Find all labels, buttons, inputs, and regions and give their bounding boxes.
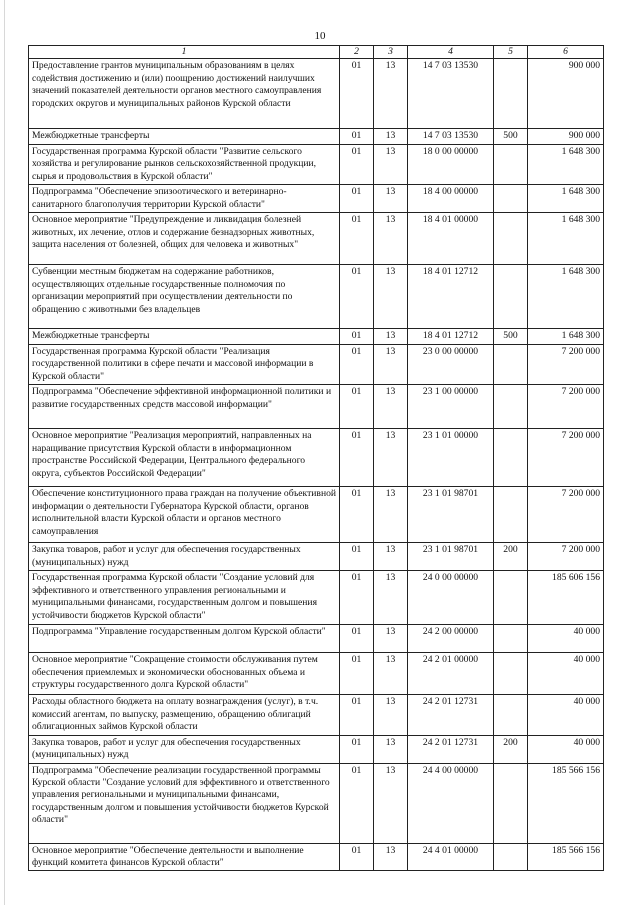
subsection-code-cell: 13 [374,385,408,429]
column-header: 1 [29,46,340,59]
target-article-cell: 18 0 00 00000 [408,144,494,184]
target-article-cell: 24 4 01 00000 [408,843,494,871]
target-article-cell: 23 1 01 98701 [408,543,494,571]
expense-type-cell [494,625,528,653]
item-name-cell: Закупка товаров, работ и услуг для обеспечения государственных (муниципальных) нужд [29,543,340,571]
amount-cell: 7 200 000 [528,487,604,543]
expense-type-cell [494,429,528,487]
item-name-cell: Межбюджетные трансферты [29,329,340,344]
target-article-cell: 23 0 00 00000 [408,344,494,384]
amount-cell: 185 566 156 [528,843,604,871]
item-name-cell: Предоставление грантов муниципальным образованиям в целях содействия достижению и (или) поощрению достижений наилучших значений показателей деятельности органов местного самоуправления городских округов и муниципальных районов Курской области [29,59,340,129]
item-name-cell: Расходы областного бюджета на оплату вознаграждения (услуг), в т.ч. комиссий агентам, по выпуску, размещению, обращению облигаций облигационных займов Курской области [29,695,340,735]
amount-cell: 40 000 [528,653,604,695]
section-code-cell: 01 [340,763,374,843]
subsection-code-cell: 13 [374,144,408,184]
item-name-cell: Подпрограмма "Обеспечение эпизоотического и ветеринарно-санитарного благополучия территории Курской области" [29,185,340,213]
table-row [29,429,604,487]
target-article-cell: 18 4 00 00000 [408,185,494,213]
amount-cell: 40 000 [528,695,604,735]
table-row [29,329,604,344]
expense-type-cell [494,487,528,543]
section-code-cell: 01 [340,429,374,487]
amount-cell: 185 566 156 [528,763,604,843]
amount-cell: 1 648 300 [528,265,604,329]
subsection-code-cell: 13 [374,571,408,625]
amount-cell: 7 200 000 [528,344,604,384]
table-row [29,185,604,213]
target-article-cell: 18 4 01 12712 [408,329,494,344]
target-article-cell: 14 7 03 13530 [408,129,494,144]
amount-cell: 40 000 [528,735,604,763]
expense-type-cell: 500 [494,329,528,344]
subsection-code-cell: 13 [374,653,408,695]
item-name-cell: Основное мероприятие "Реализация мероприятий, направленных на наращивание присутствия Курской области в информационном пространстве Российской Федерации, Центрального федерального округа, субъектов Российской Федерации" [29,429,340,487]
amount-cell: 1 648 300 [528,144,604,184]
table-row [29,843,604,871]
subsection-code-cell: 13 [374,213,408,265]
section-code-cell: 01 [340,344,374,384]
expense-type-cell [494,763,528,843]
subsection-code-cell: 13 [374,487,408,543]
column-header: 2 [340,46,374,59]
section-code-cell: 01 [340,543,374,571]
expense-type-cell [494,213,528,265]
table-body [29,59,604,871]
column-number-row [29,46,604,59]
expense-type-cell [494,653,528,695]
amount-cell: 1 648 300 [528,213,604,265]
item-name-cell: Основное мероприятие "Обеспечение деятельности и выполнение функций комитета финансов Курской области" [29,843,340,871]
subsection-code-cell: 13 [374,59,408,129]
amount-cell: 900 000 [528,129,604,144]
target-article-cell: 24 4 00 00000 [408,763,494,843]
section-code-cell: 01 [340,571,374,625]
target-article-cell: 14 7 03 13530 [408,59,494,129]
expense-type-cell [494,144,528,184]
section-code-cell: 01 [340,59,374,129]
target-article-cell: 23 1 01 98701 [408,487,494,543]
subsection-code-cell: 13 [374,329,408,344]
target-article-cell: 24 2 00 00000 [408,625,494,653]
table-row [29,265,604,329]
section-code-cell: 01 [340,265,374,329]
item-name-cell: Закупка товаров, работ и услуг для обеспечения государственных (муниципальных) нужд [29,735,340,763]
item-name-cell: Подпрограмма "Обеспечение эффективной информационной политики и развитие государственных средств массовой информации" [29,385,340,429]
table-row [29,385,604,429]
item-name-cell: Подпрограмма "Управление государственным долгом Курской области" [29,625,340,653]
item-name-cell: Обеспечение конституционного права граждан на получение объективной информации о деятельности Губернатора Курской области, органов исполнительной власти Курской области и органов местного самоуправления [29,487,340,543]
table-row [29,543,604,571]
target-article-cell: 24 2 01 12731 [408,695,494,735]
table-row [29,571,604,625]
section-code-cell: 01 [340,329,374,344]
subsection-code-cell: 13 [374,843,408,871]
expense-type-cell [494,265,528,329]
amount-cell: 1 648 300 [528,185,604,213]
section-code-cell: 01 [340,213,374,265]
item-name-cell: Государственная программа Курской области "Развитие сельского хозяйства и регулирование рынков сельскохозяйственной продукции, сырья и продовольствия в Курской области" [29,144,340,184]
expense-type-cell [494,695,528,735]
page-number: 10 [314,30,326,42]
target-article-cell: 24 2 01 12731 [408,735,494,763]
section-code-cell: 01 [340,129,374,144]
item-name-cell: Государственная программа Курской области "Создание условий для эффективного и ответственного управления региональными и муниципальными финансами, государственным долгом и повышения устойчивости бюджетов Курской области" [29,571,340,625]
table-row [29,695,604,735]
item-name-cell: Подпрограмма "Обеспечение реализации государственной программы Курской области "Создание условий для эффективного и ответственного управления региональными и муниципальными финансами, государственным долгом и повышения устойчивости бюджетов Курской области" [29,763,340,843]
item-name-cell: Государственная программа Курской области "Реализация государственной политики в сфере печати и массовой информации в Курской области" [29,344,340,384]
table-row [29,487,604,543]
subsection-code-cell: 13 [374,129,408,144]
amount-cell: 7 200 000 [528,543,604,571]
section-code-cell: 01 [340,625,374,653]
subsection-code-cell: 13 [374,625,408,653]
expense-type-cell: 200 [494,735,528,763]
column-header: 5 [494,46,528,59]
item-name-cell: Основное мероприятие "Сокращение стоимости обслуживания путем обеспечения приемлемых и экономически обоснованных объема и структуры государственного долга Курской области" [29,653,340,695]
amount-cell: 185 606 156 [528,571,604,625]
target-article-cell: 18 4 01 00000 [408,213,494,265]
column-header: 3 [374,46,408,59]
subsection-code-cell: 13 [374,763,408,843]
section-code-cell: 01 [340,653,374,695]
table-row [29,625,604,653]
expense-type-cell [494,843,528,871]
expense-type-cell: 500 [494,129,528,144]
section-code-cell: 01 [340,487,374,543]
expense-type-cell [494,385,528,429]
amount-cell: 40 000 [528,625,604,653]
item-name-cell: Межбюджетные трансферты [29,129,340,144]
section-code-cell: 01 [340,185,374,213]
expense-type-cell [494,344,528,384]
target-article-cell: 23 1 00 00000 [408,385,494,429]
amount-cell: 7 200 000 [528,429,604,487]
amount-cell: 7 200 000 [528,385,604,429]
column-header: 4 [408,46,494,59]
table-row [29,653,604,695]
subsection-code-cell: 13 [374,344,408,384]
target-article-cell: 18 4 01 12712 [408,265,494,329]
expense-type-cell: 200 [494,543,528,571]
target-article-cell: 24 2 01 00000 [408,653,494,695]
table-row [29,344,604,384]
amount-cell: 1 648 300 [528,329,604,344]
expense-type-cell [494,571,528,625]
item-name-cell: Основное мероприятие "Предупреждение и ликвидация болезней животных, их лечение, отлов и содержание безнадзорных животных, защита населения от болезней, общих для человека и животных" [29,213,340,265]
table-row [29,144,604,184]
expense-type-cell [494,59,528,129]
subsection-code-cell: 13 [374,265,408,329]
table-row [29,735,604,763]
budget-table [28,45,604,871]
amount-cell: 900 000 [528,59,604,129]
target-article-cell: 24 0 00 00000 [408,571,494,625]
section-code-cell: 01 [340,695,374,735]
table-row [29,129,604,144]
scan-edge-rule [4,0,5,905]
subsection-code-cell: 13 [374,429,408,487]
subsection-code-cell: 13 [374,735,408,763]
section-code-cell: 01 [340,735,374,763]
column-header: 6 [528,46,604,59]
subsection-code-cell: 13 [374,185,408,213]
table-row [29,763,604,843]
subsection-code-cell: 13 [374,543,408,571]
table-row [29,59,604,129]
subsection-code-cell: 13 [374,695,408,735]
target-article-cell: 23 1 01 00000 [408,429,494,487]
section-code-cell: 01 [340,144,374,184]
table-row [29,213,604,265]
section-code-cell: 01 [340,843,374,871]
section-code-cell: 01 [340,385,374,429]
item-name-cell: Субвенции местным бюджетам на содержание работников, осуществляющих отдельные государственные полномочия по организации мероприятий при осуществлении деятельности по обращению с животными без владельцев [29,265,340,329]
expense-type-cell [494,185,528,213]
